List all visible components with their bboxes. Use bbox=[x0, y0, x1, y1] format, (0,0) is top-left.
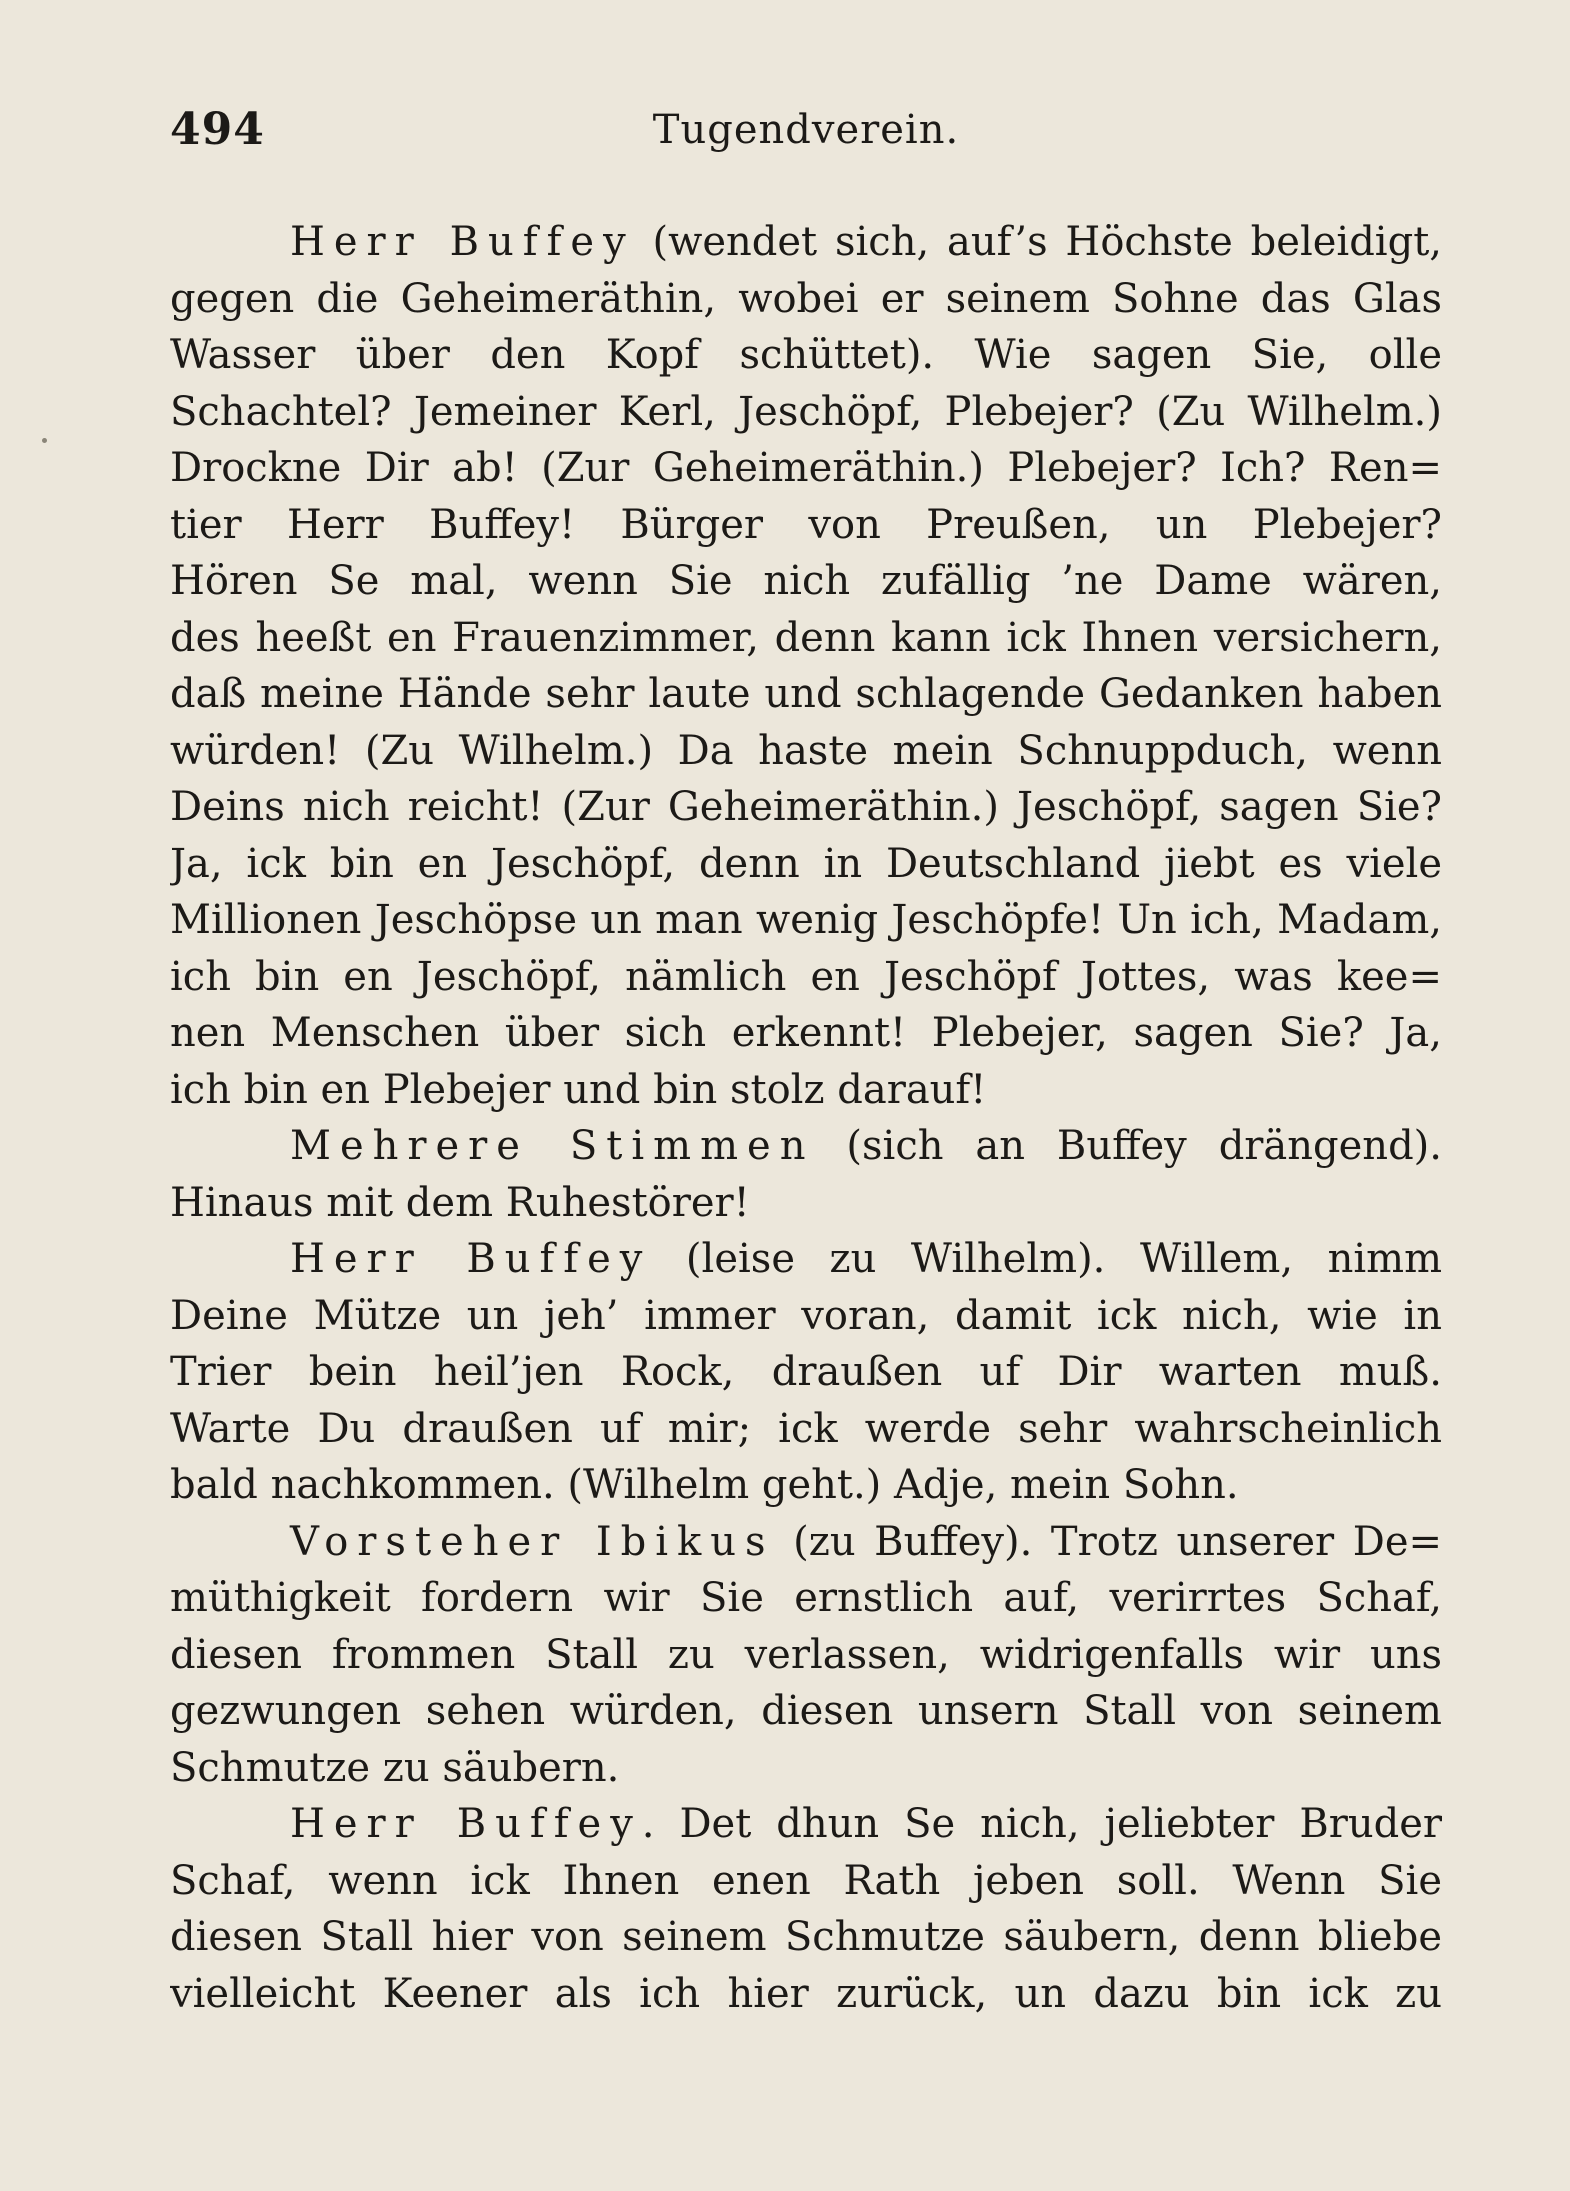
line-text: (wendet sich, auf’s Höchste beleidigt, bbox=[634, 219, 1442, 265]
text-line bbox=[170, 723, 1442, 780]
text-line bbox=[170, 1457, 1442, 1514]
text-line bbox=[170, 1570, 1442, 1627]
line-text: diesen frommen Stall zu verlassen, widrigenfalls wir uns bbox=[170, 1631, 1442, 1678]
line-text: ich bin en Plebejer und bin stolz darauf! bbox=[170, 1066, 987, 1113]
text-line bbox=[170, 610, 1442, 667]
line-text: nen Menschen über sich erkennt! Plebejer, sagen Sie? Ja, bbox=[170, 1010, 1442, 1056]
text-line bbox=[170, 1853, 1442, 1910]
line-text: (leise zu Wilhelm). Willem, nimm bbox=[651, 1236, 1442, 1282]
line-text: daß meine Hände sehr laute und schlagende Gedanken haben bbox=[170, 671, 1442, 717]
line-text: vielleicht Keener als ich hier zurück, un dazu bin ick zu bbox=[170, 1970, 1442, 2017]
speaker-name: Herr Buffey bbox=[290, 1236, 652, 1282]
text-line bbox=[170, 214, 1442, 271]
paper-speck bbox=[42, 438, 47, 443]
text-line bbox=[170, 1627, 1442, 1684]
text-line bbox=[170, 1683, 1442, 1740]
line-text: Hören Se mal, wenn Sie nich zufällig ’ne Dame wären, bbox=[170, 558, 1442, 604]
text-line bbox=[170, 1966, 1442, 2023]
line-text: Trier bein heil’jen Rock, draußen uf Dir warten muß. bbox=[170, 1349, 1442, 1395]
line-text: bald nachkommen. (Wilhelm geht.) Adje, mein Sohn. bbox=[170, 1462, 1239, 1508]
line-text: gezwungen sehen würden, diesen unsern Stall von seinem bbox=[170, 1688, 1442, 1734]
line-text: tier Herr Buffey! Bürger von Preußen, un Plebejer? bbox=[170, 501, 1442, 548]
line-text: des heeßt en Frauenzimmer, denn kann ick Ihnen versichern, bbox=[170, 614, 1442, 661]
line-text: würden! (Zu Wilhelm.) Da haste mein Schnuppduch, wenn bbox=[170, 727, 1442, 774]
text-line bbox=[170, 1740, 1442, 1797]
text-line bbox=[170, 836, 1442, 893]
speaker-name: Herr Buffey bbox=[290, 1801, 642, 1847]
text-line bbox=[170, 949, 1442, 1006]
text-line bbox=[170, 1005, 1442, 1062]
line-text: Deine Mütze un jeh’ immer voran, damit ick nich, wie in bbox=[170, 1292, 1442, 1339]
line-text: (zu Buffey). Trotz unserer De= bbox=[774, 1518, 1442, 1565]
speaker-name: Herr Buffey bbox=[290, 219, 635, 265]
line-text: Schachtel? Jemeiner Kerl, Jeschöpf, Plebejer? (Zu Wilhelm.) bbox=[170, 388, 1442, 435]
text-line bbox=[170, 1796, 1442, 1853]
line-text: Drockne Dir ab! (Zur Geheimeräthin.) Plebejer? Ich? Ren= bbox=[170, 445, 1442, 491]
text-line bbox=[170, 1231, 1442, 1288]
speaker-name: Mehrere Stimmen bbox=[290, 1123, 815, 1169]
line-text: ich bin en Jeschöpf, nämlich en Jeschöpf Jottes, was kee= bbox=[170, 953, 1442, 1000]
text-line bbox=[170, 384, 1442, 441]
line-text: gegen die Geheimeräthin, wobei er seinem Sohne das Glas bbox=[170, 275, 1442, 322]
text-line bbox=[170, 666, 1442, 723]
line-text: müthigkeit fordern wir Sie ernstlich auf, verirrtes Schaf, bbox=[170, 1575, 1442, 1621]
text-line bbox=[170, 1288, 1442, 1345]
text-line bbox=[170, 1909, 1442, 1966]
text-line bbox=[170, 1344, 1442, 1401]
text-line bbox=[170, 271, 1442, 328]
line-text: Schaf, wenn ick Ihnen enen Rath jeben soll. Wenn Sie bbox=[170, 1857, 1442, 1904]
text-line bbox=[170, 440, 1442, 497]
speaker-name: Vorsteher Ibikus bbox=[290, 1518, 775, 1565]
line-text: Schmutze zu säubern. bbox=[170, 1744, 620, 1791]
line-text: . Det dhun Se nich, jeliebter Bruder bbox=[641, 1801, 1442, 1847]
text-line bbox=[170, 1062, 1442, 1119]
text-line bbox=[170, 553, 1442, 610]
text-line bbox=[170, 497, 1442, 554]
text-line bbox=[170, 1401, 1442, 1458]
text-line bbox=[170, 779, 1442, 836]
line-text: Deins nich reicht! (Zur Geheimeräthin.) Jeschöpf, sagen Sie? bbox=[170, 784, 1442, 830]
line-text: Warte Du draußen uf mir; ick werde sehr wahrscheinlich bbox=[170, 1405, 1442, 1452]
line-text: Hinaus mit dem Ruhestörer! bbox=[170, 1179, 750, 1226]
text-line bbox=[170, 892, 1442, 949]
body-text bbox=[170, 214, 1442, 2022]
line-text: Ja, ick bin en Jeschöpf, denn in Deutschland jiebt es viele bbox=[170, 840, 1442, 887]
text-line bbox=[170, 1118, 1442, 1175]
running-title: Tugendverein. bbox=[652, 107, 960, 153]
line-text: diesen Stall hier von seinem Schmutze säubern, denn bliebe bbox=[170, 1914, 1442, 1960]
text-line bbox=[170, 1175, 1442, 1232]
line-text: Wasser über den Kopf schüttet). Wie sagen Sie, olle bbox=[170, 332, 1442, 378]
line-text: Millionen Jeschöpse un man wenig Jeschöpfe! Un ich, Madam, bbox=[170, 897, 1442, 943]
page-header bbox=[170, 100, 1442, 160]
page-number: 494 bbox=[170, 104, 265, 155]
text-line bbox=[170, 327, 1442, 384]
text-line bbox=[170, 1514, 1442, 1571]
line-text: (sich an Buffey drängend). bbox=[814, 1123, 1442, 1169]
